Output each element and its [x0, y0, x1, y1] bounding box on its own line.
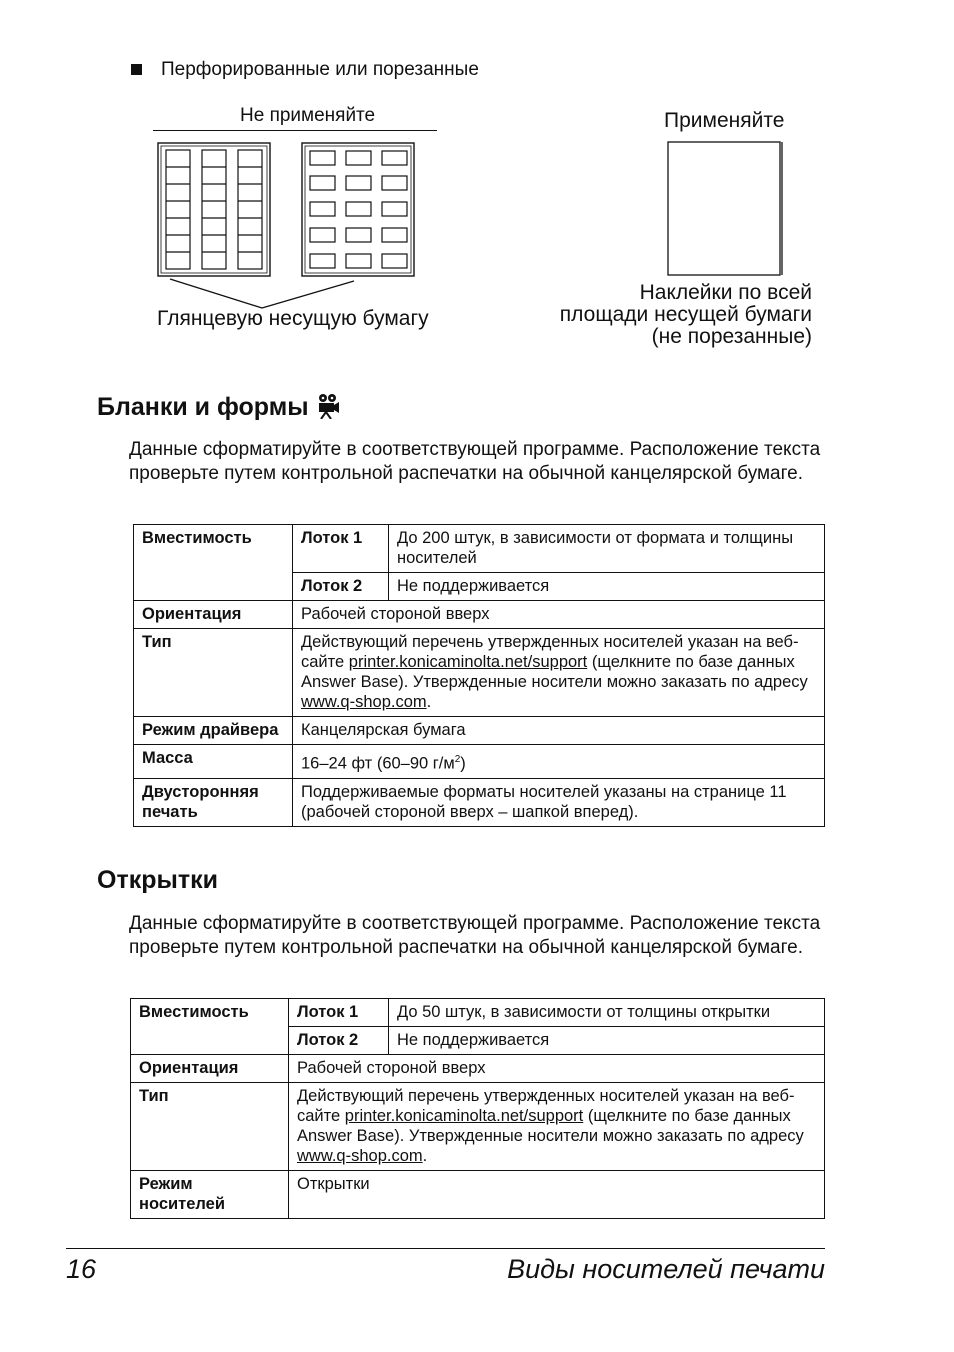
tray2-label: Лоток 2: [293, 573, 389, 601]
table-row: [134, 745, 825, 779]
type-label: Тип: [131, 1083, 289, 1171]
tray1-value: До 200 штук, в зависимости от формата и толщины носителей: [389, 525, 825, 573]
cut-label-sheet-grid: [302, 143, 414, 276]
tray2-value: Не поддерживается: [389, 1027, 825, 1055]
bullet-square: [131, 64, 142, 75]
capacity-label: Вместимость: [134, 525, 293, 601]
tray1-label: Лоток 1: [293, 525, 389, 573]
tray1-value: До 50 штук, в зависимости от толщины открытки: [389, 999, 825, 1027]
cards-intro: Данные сформатируйте в соответствующей программе. Расположение текста проверьте путем контрольной распечатки на обычной канцелярской бумаге.: [129, 913, 821, 958]
table-row: [131, 1055, 825, 1083]
type-label: Тип: [134, 629, 293, 717]
table-row: [131, 1083, 825, 1171]
tray2-label: Лоток 2: [289, 1027, 389, 1055]
table-row: [134, 601, 825, 629]
tray2-value: Не поддерживается: [389, 573, 825, 601]
pointer-lines: [170, 279, 354, 308]
type-text-mid: (щелкните по базе данных Answer Base). Утвержденные носители можно заказать по адресу: [301, 653, 808, 691]
cards-spec-table: [130, 998, 825, 1219]
forms-spec-table: [133, 524, 825, 827]
table-row: [134, 717, 825, 745]
cut-label-sheet-vertical: [158, 143, 270, 276]
chapter-title: Виды носителей печати: [507, 1254, 825, 1284]
weight-value: [293, 745, 825, 779]
glossy-backing-label: Глянцевую несущую бумагу: [157, 307, 429, 330]
dont-use-label: Не применяйте: [240, 105, 376, 126]
weight-text: 16–24 фт (60–90 г/м: [301, 754, 455, 773]
type-text-mid: (щелкните по базе данных Answer Base). Утвержденные носители можно заказать по адресу: [297, 1107, 804, 1145]
shop-link[interactable]: www.q-shop.com: [301, 693, 427, 711]
page-number: 16: [66, 1254, 97, 1284]
type-text-end: .: [426, 693, 432, 711]
driver-mode-label: Режим драйвера: [134, 717, 293, 745]
weight-superscript: 2: [454, 754, 461, 765]
media-mode-label: Режим носителей: [131, 1171, 289, 1219]
table-row: [134, 525, 825, 573]
weight-label: Масса: [134, 745, 293, 779]
table-row: [131, 999, 825, 1027]
do-use-label: Применяйте: [664, 109, 785, 132]
table-row: [134, 629, 825, 717]
orientation-value: Рабочей стороной вверх: [289, 1055, 825, 1083]
table-row: [131, 1171, 825, 1219]
duplex-value: Поддерживаемые форматы носителей указаны на странице 11 (рабочей стороной вверх – шапкой вперед).: [293, 778, 825, 826]
shop-link[interactable]: www.q-shop.com: [297, 1147, 423, 1165]
weight-close: ): [460, 754, 466, 773]
footer-rule: [66, 1248, 825, 1249]
driver-mode-value: Канцелярская бумага: [293, 717, 825, 745]
type-value: [289, 1083, 825, 1171]
dont-use-rule: [153, 130, 437, 131]
media-mode-value: Открытки: [289, 1171, 825, 1219]
forms-intro: Данные сформатируйте в соответствующей программе. Расположение текста проверьте путем контрольной распечатки на обычной канцелярской бумаге.: [129, 439, 821, 484]
type-value: [293, 629, 825, 717]
full-label-sheet: [668, 142, 782, 275]
duplex-label: Двусторонняя печать: [134, 778, 293, 826]
type-text-start: Действующий перечень утвержденных носителей указан на веб-сайте: [297, 1087, 795, 1125]
orientation-label: Ориентация: [131, 1055, 289, 1083]
forms-heading: [97, 393, 341, 422]
movie-camera-icon: [315, 393, 341, 419]
support-link[interactable]: printer.konicaminolta.net/support: [348, 653, 588, 671]
cards-heading: Открытки: [97, 866, 218, 894]
forms-heading-text: Бланки и формы: [97, 393, 309, 421]
support-link[interactable]: printer.konicaminolta.net/support: [344, 1107, 584, 1125]
table-row: [134, 778, 825, 826]
capacity-label: Вместимость: [131, 999, 289, 1055]
type-text-end: .: [422, 1147, 428, 1165]
full-labels-note: Наклейки по всей площади несущей бумаги (не порезанные): [559, 281, 812, 348]
tray1-label: Лоток 1: [289, 999, 389, 1027]
orientation-label: Ориентация: [134, 601, 293, 629]
orientation-value: Рабочей стороной вверх: [293, 601, 825, 629]
type-text-start: Действующий перечень утвержденных носителей указан на веб-сайте: [301, 633, 799, 671]
bullet-text: Перфорированные или порезанные: [161, 59, 479, 80]
